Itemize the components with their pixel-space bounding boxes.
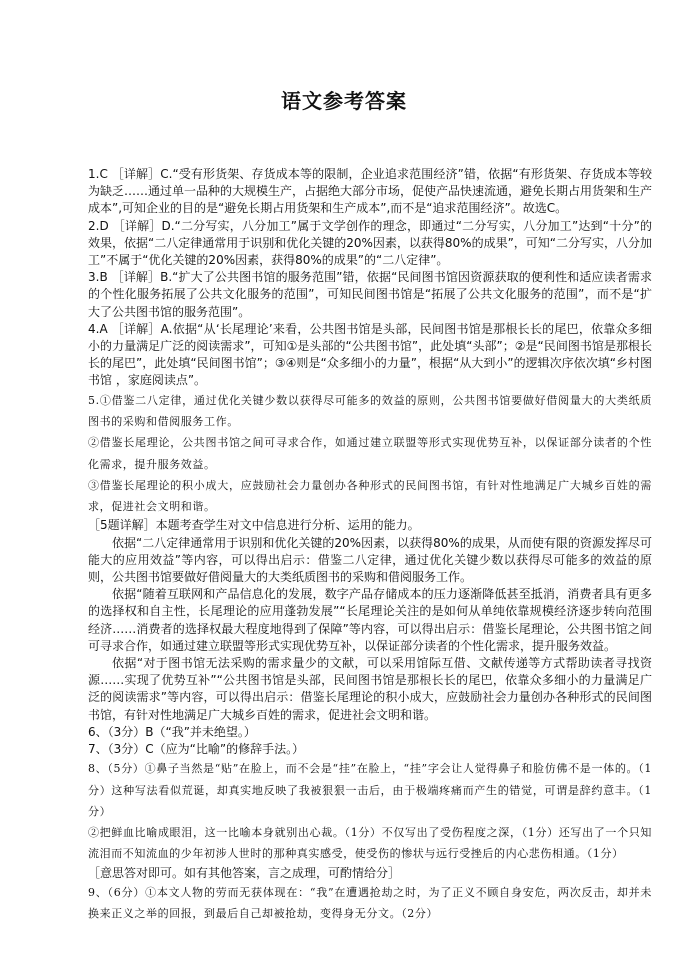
answer-q5-explanation-1: 依据“二八定律通常用于识别和优化关键的20%因素，以获得80%的成果，从而使有限的资源发挥尽可能大的应用效益”等内容，可以得出启示：借鉴二八定律，通过优化关键少数以获得尽可能多的效益的原则，公共图书馆要做好借阅量大的大类纸质图书的采购和借阅服务工作。 <box>88 535 652 585</box>
answer-q5-point-2: ②借鉴长尾理论，公共图书馆之间可寻求合作，如通过建立联盟等形式实现优势互补，以保证部分读者的个性化需求，提升服务效益。 <box>88 436 652 471</box>
answer-q4: 4.A ［详解］A.依据“从‘长尾理论’来看，公共图书馆是头部，民间图书馆是那根长长的尾巴，依靠众多细小的力量满足广泛的阅读需求”，可知①是头部的“公共图书馆”，此处填“头部”；②是“民间图书馆是那根长长的尾巴”，此处填“民间图书馆”；③④则是“众多细小的力量”，根据“从大到小”的逻辑次序依次填“乡村图书馆 ，家庭阅读点”。 <box>88 321 652 388</box>
answer-q5-explanation-3: 依据“对于图书馆无法采购的需求量少的文献，可以采用馆际互借、文献传递等方式帮助读者寻找资源……实现了优势互补”“公共图书馆是头部，民间图书馆是那根长长的尾巴，依靠众多细小的力量满足广泛的阅读需求”等内容，可以得出启示：借鉴长尾理论的积小成大，应鼓励社会力量创办各种形式的民间图书馆，有针对性地满足广大城乡百姓的需求，促进社会文明和谐。 <box>88 656 652 722</box>
answer-q8-point-2: ②把鲜血比喻成眼泪，这一比喻本身就别出心裁。（1分）不仅写出了受伤程度之深，（1分）还写出了一个只知流泪而不知流血的少年初涉人世时的那种真实感受，使受伤的惨状与远行受挫后的内心悲伤相通。（1分） <box>88 826 652 861</box>
answer-q5-point-1: 5.①借鉴二八定律，通过优化关键少数以获得尽可能多的效益的原则，公共图书馆要做好借阅量大的大类纸质图书的采购和借阅服务工作。 <box>88 393 652 428</box>
answer-q8-point-1: 8、（5分）①鼻子当然是“贴”在脸上，而不会是“挂”在脸上，“挂”字会让人觉得鼻子和脸仿佛不是一体的。（1分）这种写法看似荒诞，却真实地反映了我被狠狠一击后，由于极端疼痛而产生的错觉，可谓是辞约意丰。（1分） <box>88 762 652 818</box>
answer-q9-point-1: 9、（6分）①本文人物的劳而无获体现在：“我”在遭遇抢劫之时，为了正义不顾自身安危，两次反击，却并未换来正义之举的回报，到最后自己却被抢劫，变得身无分文。（2分） <box>88 885 652 921</box>
answer-q8-note: ［意思答对即可。如有其他答案，言之成理，可酌情给分］ <box>88 865 401 880</box>
answer-q5-explanation-2: 依据“随着互联网和产品信息化的发展，数字产品存储成本的压力逐渐降低甚至抵消，消费者具有更多的选择权和自主性，长尾理论的应用蓬勃发展”“长尾理论关注的是如何从单纯依靠规模经济逐步转向范围经济……消费者的选择权最大程度地得到了保障”等内容，可以得出启示：借鉴长尾理论，公共图书馆之间可寻求合作，如通过建立联盟等形式实现优势互补，以保证部分读者的个性化需求，提升服务效益。 <box>88 587 652 653</box>
page-title: 语文参考答案 <box>281 89 407 113</box>
answer-content <box>88 166 652 925</box>
answer-q7: 7、（3分）C（应为“比喻”的修辞手法。） <box>88 742 305 757</box>
answer-q1: 1.C ［详解］C.“受有形货架、存货成本等的限制，企业追求范围经济”错，依据“有形货架、存货成本等较为缺乏……通过单一品种的大规模生产，占据绝大部分市场，促使产品快速流通，避免长期占用货架和生产成本”,可知企业的目的是“避免长期占用货架和生产成本”,而不是“追求范围经济”。故选C。 <box>88 167 653 216</box>
answer-q6: 6、（3分）B（“我”并未绝望。） <box>88 724 256 739</box>
answer-q2: 2.D ［详解］D.“二分写实，八分加工”属于文学创作的理念，即通过“二分写实，八分加工”达到“十分”的效果，依据“二八定律通常用于识别和优化关键的20%因素，以获得80%的成果”，可知“二分写实，八分加工”不属于“优化关键的20%因素，获得80%的成果”的“二八定律”。 <box>88 218 652 268</box>
answer-q5-point-3: ③借鉴长尾理论的积小成大，应鼓励社会力量创办各种形式的民间图书馆，有针对性地满足广大城乡百姓的需求，促进社会文明和谐。 <box>88 478 652 514</box>
answer-q3: 3.B ［详解］B.“扩大了公共图书馆的服务范围”错，依据“民间图书馆因资源获取的便利性和适应读者需求的个性化服务拓展了公共文化服务的范围”，可知民间图书馆是“拓展了公共文化服务的范围”，而不是“扩大了公共图书馆的服务范围”。 <box>88 270 652 319</box>
answer-q5-explanation-heading: ［5题详解］本题考查学生对文中信息进行分析、运用的能力。 <box>88 518 420 533</box>
